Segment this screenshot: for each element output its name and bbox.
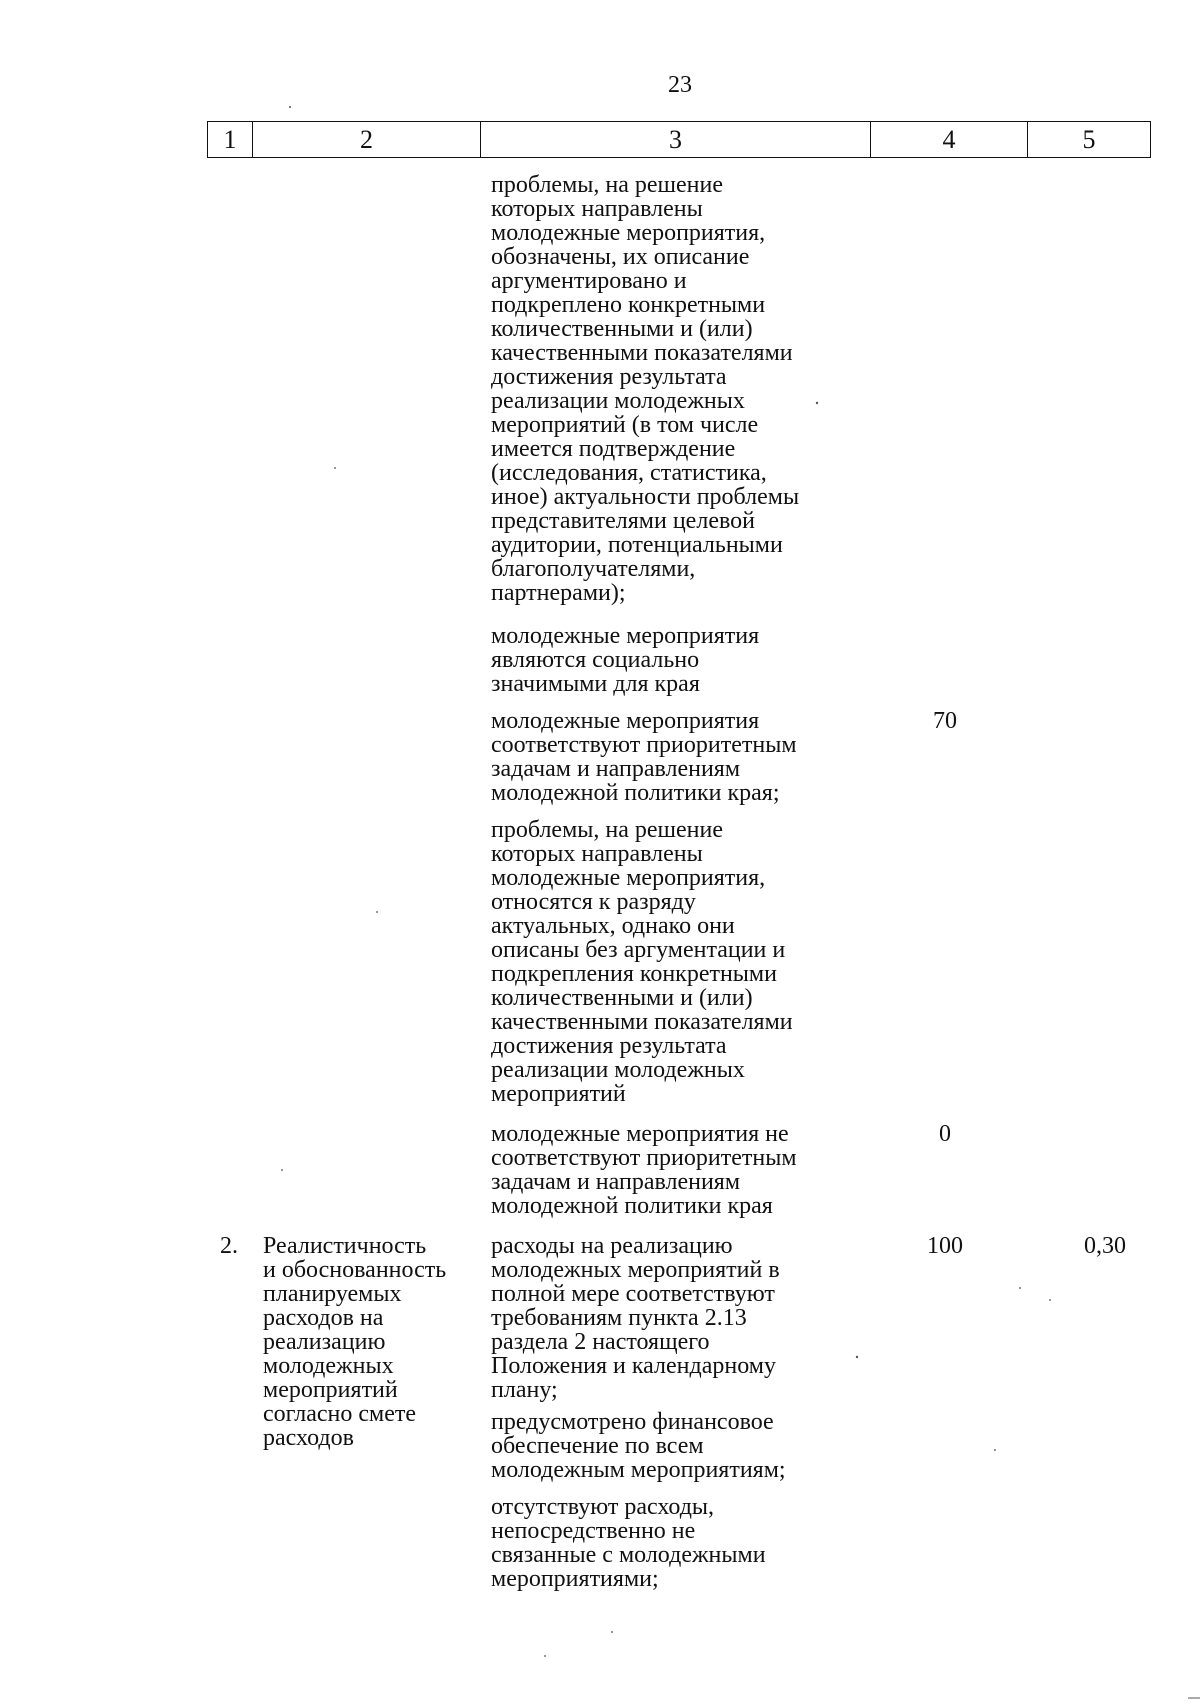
criteria-text-4: проблемы, на решение которых направлены молодежные мероприятия, относятся к разряду актуальных, однако они описаны без аргументации и подкрепления конкретными количественными и (или) качественными показателями достижения результата реализации молодежных мероприятий bbox=[491, 817, 793, 1107]
speck bbox=[1049, 1299, 1051, 1301]
speck bbox=[611, 1631, 613, 1633]
criteria-text-1: проблемы, на решение которых направлены молодежные мероприятия, обозначены, их описание аргументировано и подкреплено конкретными количественными и (или) качественными показателями достижения результата реализации молодежных мероприятий (в том числе имеется подтверждение (исследования, статистика, иное) актуальности проблемы представителями целевой аудитории, потенциальными благополучателями, партнерами); bbox=[491, 172, 800, 606]
criteria-text-3: молодежные мероприятия соответствуют приоритетным задачам и направлениям молодежной политики края; bbox=[491, 708, 797, 806]
criteria-text-8: отсутствуют расходы, непосредственно не связанные с молодежными мероприятиями; bbox=[491, 1494, 766, 1592]
speck bbox=[289, 106, 291, 108]
header-col-4: 4 bbox=[871, 122, 1028, 157]
criteria-text-6: расходы на реализацию молодежных мероприятий в полной мере соответствуют требованиям пункта 2.13 раздела 2 настоящего Положения и календарному плану; bbox=[491, 1233, 780, 1403]
speck bbox=[334, 467, 336, 469]
criteria-text-5: молодежные мероприятия не соответствуют приоритетным задачам и направлениям молодежной политики края bbox=[491, 1121, 797, 1219]
criteria-text-7: предусмотрено финансовое обеспечение по всем молодежным мероприятиям; bbox=[491, 1409, 786, 1483]
score-100: 100 bbox=[927, 1233, 963, 1259]
speck bbox=[376, 911, 378, 913]
header-col-5: 5 bbox=[1082, 124, 1096, 154]
speck bbox=[816, 402, 818, 404]
item-2-name: Реалистичность и обоснованность планируемых расходов на реализацию молодежных мероприятий согласно смете расходов bbox=[263, 1233, 447, 1451]
item-2-number: 2. bbox=[220, 1233, 238, 1259]
weight-0-30: 0,30 bbox=[1084, 1233, 1126, 1259]
header-col-1: 1 bbox=[208, 122, 253, 157]
criteria-text-2: молодежные мероприятия являются социально значимыми для края bbox=[491, 623, 760, 697]
score-0: 0 bbox=[939, 1121, 951, 1147]
score-70: 70 bbox=[933, 708, 957, 734]
speck bbox=[544, 1655, 546, 1657]
speck bbox=[856, 1356, 858, 1358]
speck bbox=[994, 1449, 996, 1451]
header-col-3: 3 bbox=[481, 122, 871, 157]
page-number: 23 bbox=[668, 72, 692, 98]
header-col-2: 2 bbox=[253, 122, 481, 157]
speck bbox=[281, 1169, 283, 1171]
speck bbox=[1019, 1287, 1021, 1289]
